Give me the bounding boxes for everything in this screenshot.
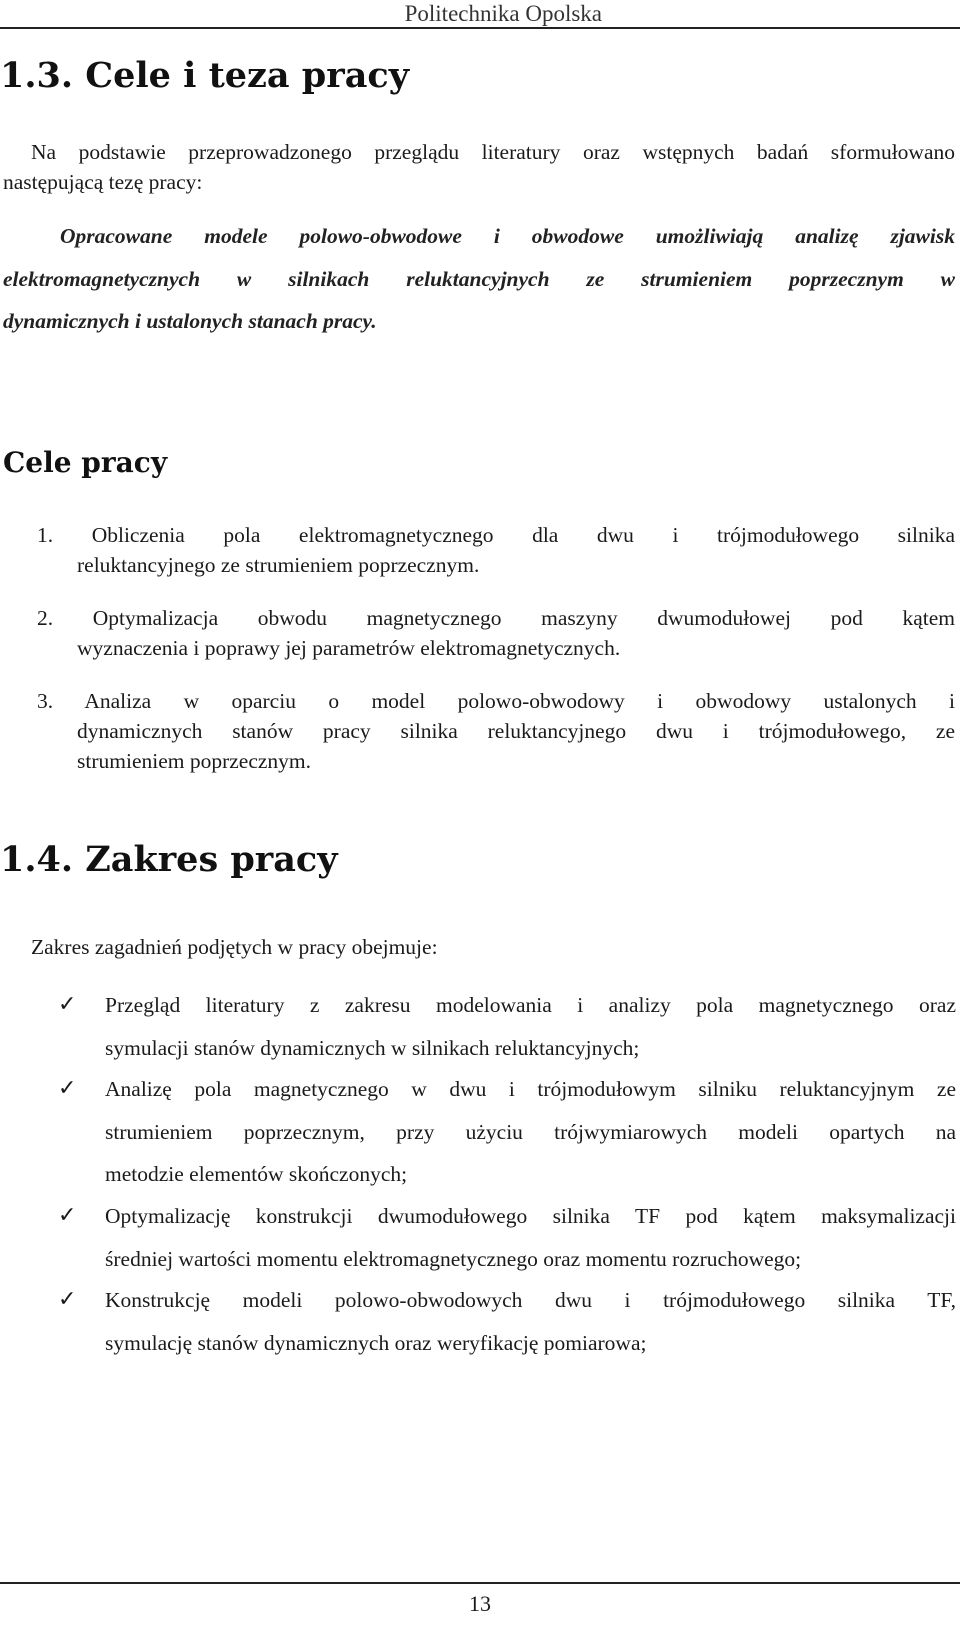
goal-line: Optymalizacja obwodu magnetycznego maszyny dwumodułowej pod kątem xyxy=(92,606,955,630)
scope-intro: Zakres zagadnień podjętych w pracy obejmuje: xyxy=(31,935,438,959)
goal-number: 3. xyxy=(37,689,54,713)
checkmark-icon: ✓ xyxy=(58,1203,77,1228)
bullet-line: strumieniem poprzecznym, przy użyciu trójwymiarowych modeli opartych na xyxy=(105,1119,956,1144)
goal-item-3 xyxy=(37,686,955,776)
intro-line-2: następującą tezę pracy: xyxy=(3,170,203,194)
bullet-line: Analizę pola magnetycznego w dwu i trójmodułowym silniku reluktancyjnym ze xyxy=(105,1077,956,1101)
intro-line-1: Na podstawie przeprowadzonego przeglądu literatury oraz wstępnych badań sformułowano xyxy=(31,140,955,164)
goal-line: strumieniem poprzecznym. xyxy=(77,749,312,773)
header-rule xyxy=(0,27,960,29)
intro-paragraph xyxy=(31,137,955,167)
goal-line: reluktancyjnego ze strumieniem poprzecznym. xyxy=(77,553,480,577)
bullet-line: Konstrukcję modeli polowo-obwodowych dwu i trójmodułowego silnika TF, xyxy=(105,1288,956,1312)
bullet-line: metodzie elementów skończonych; xyxy=(105,1162,408,1186)
goal-item-2 xyxy=(37,603,955,663)
bullet-line: średniej wartości momentu elektromagnetycznego oraz momentu rozruchowego; xyxy=(105,1246,802,1271)
checkmark-icon: ✓ xyxy=(58,1076,77,1101)
goal-line: wyznaczenia i poprawy jej parametrów elektromagnetycznych. xyxy=(77,636,621,660)
section-heading-1-4: 1.4. Zakres pracy xyxy=(0,839,338,880)
goal-item-1 xyxy=(37,520,955,580)
bullet-line: symulację stanów dynamicznych oraz weryfikację pomiarowa; xyxy=(105,1330,647,1355)
header-institution: Politechnika Opolska xyxy=(404,1,602,26)
thesis-paragraph xyxy=(3,215,955,343)
goal-line: Obliczenia pola elektromagnetycznego dla dwu i trójmodułowego silnika xyxy=(91,523,955,547)
thesis-line-3: dynamicznych i ustalonych stanach pracy. xyxy=(3,309,377,333)
section-heading-1-3: 1.3. Cele i teza pracy xyxy=(0,55,410,96)
goal-line: dynamicznych stanów pracy silnika reluktancyjnego dwu i trójmodułowego, ze xyxy=(77,719,955,743)
goal-line: Analiza w oparciu o model polowo-obwodowy i obwodowy ustalonych i xyxy=(84,689,955,713)
goal-number: 1. xyxy=(37,523,54,547)
checkmark-icon: ✓ xyxy=(58,992,77,1017)
page-number: 13 xyxy=(469,1591,491,1616)
checkmark-icon: ✓ xyxy=(58,1287,77,1312)
goals-heading: Cele pracy xyxy=(3,446,168,479)
thesis-line-2: elektromagnetycznych w silnikach reluktancyjnych ze strumieniem poprzecznym w xyxy=(3,266,955,291)
intro-paragraph-cont xyxy=(3,167,955,197)
bullet-line: Przegląd literatury z zakresu modelowania i analizy pola magnetycznego oraz xyxy=(105,993,956,1017)
thesis-line-1: Opracowane modele polowo-obwodowe i obwodowe umożliwiają analizę zjawisk xyxy=(60,224,955,248)
bullet-line: Optymalizację konstrukcji dwumodułowego silnika TF pod kątem maksymalizacji xyxy=(105,1204,956,1228)
footer-rule xyxy=(0,1582,960,1584)
bullet-line: symulacji stanów dynamicznych w silnikach reluktancyjnych; xyxy=(105,1035,640,1060)
goal-number: 2. xyxy=(37,606,54,630)
